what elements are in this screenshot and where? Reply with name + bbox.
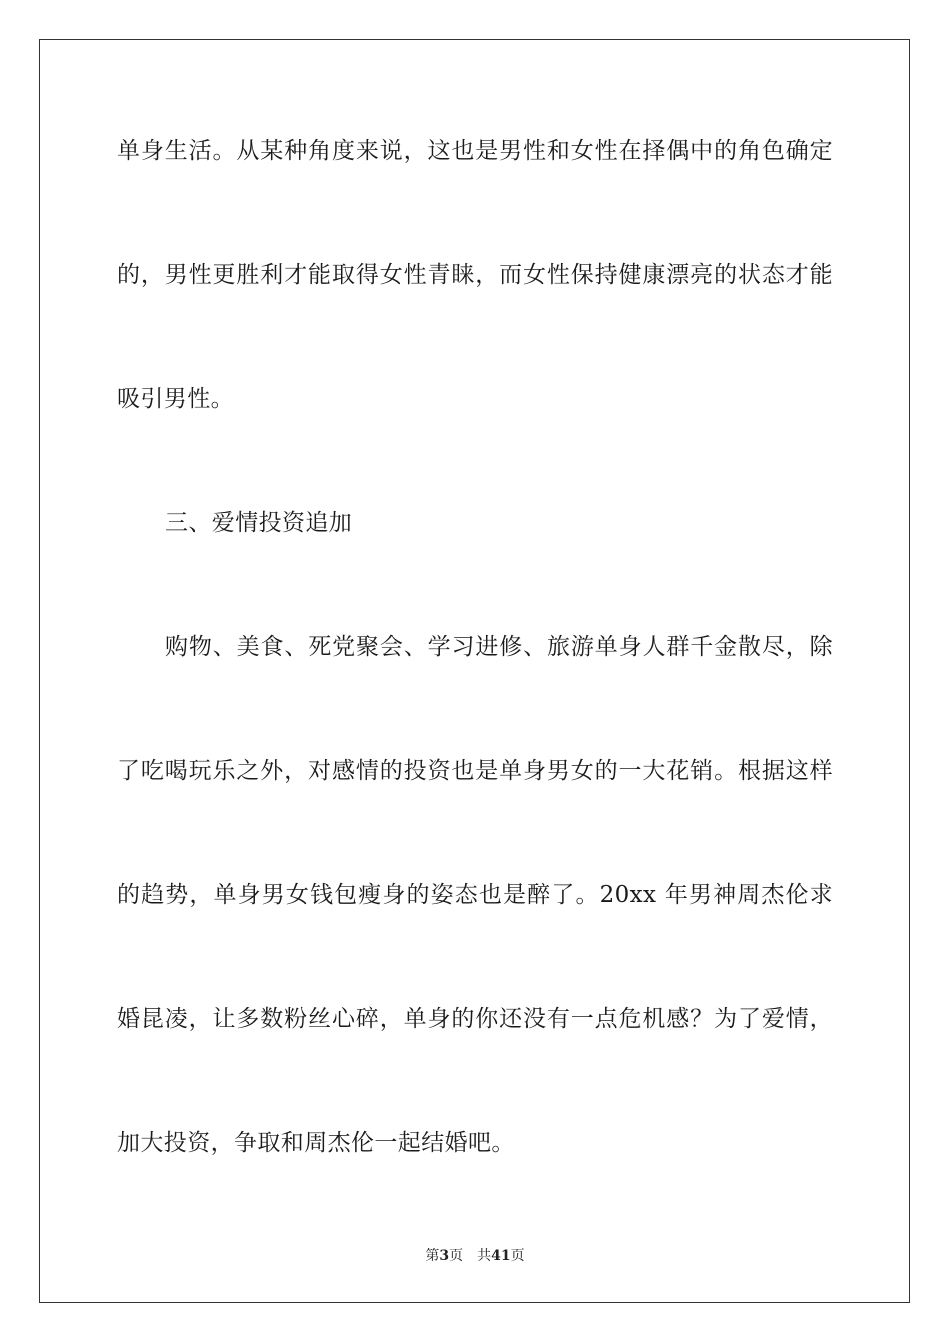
page-suffix: 页: [449, 1248, 464, 1264]
body-text-line: 购物、美食、死党聚会、学习进修、旅游单身人群千金散尽，除: [165, 634, 833, 660]
body-text-line: 的趋势，单身男女钱包瘦身的姿态也是醉了。20xx 年男神周杰伦求: [117, 882, 833, 908]
page-prefix: 第: [425, 1248, 440, 1264]
section-heading: 三、爱情投资追加: [165, 510, 353, 536]
body-text-line: 婚昆凌，让多数粉丝心碎，单身的你还没有一点危机感？为了爱情，: [117, 1006, 833, 1032]
body-text-line: 单身生活。从某种角度来说，这也是男性和女性在择偶中的角色确定: [117, 138, 833, 164]
total-pages: 41: [491, 1248, 511, 1264]
total-suffix: 页: [510, 1248, 525, 1264]
total-prefix: 共: [477, 1248, 492, 1264]
body-text-line: 的，男性更胜利才能取得女性青睐，而女性保持健康漂亮的状态才能: [117, 262, 833, 288]
body-text-line: 加大投资，争取和周杰伦一起结婚吧。: [117, 1130, 515, 1156]
page-number: 3: [439, 1248, 450, 1264]
page-footer: [0, 1247, 950, 1265]
page-border: [39, 39, 910, 1303]
body-text-line: 了吃喝玩乐之外，对感情的投资也是单身男女的一大花销。根据这样: [117, 758, 833, 784]
body-text-line: 吸引男性。: [117, 386, 234, 412]
